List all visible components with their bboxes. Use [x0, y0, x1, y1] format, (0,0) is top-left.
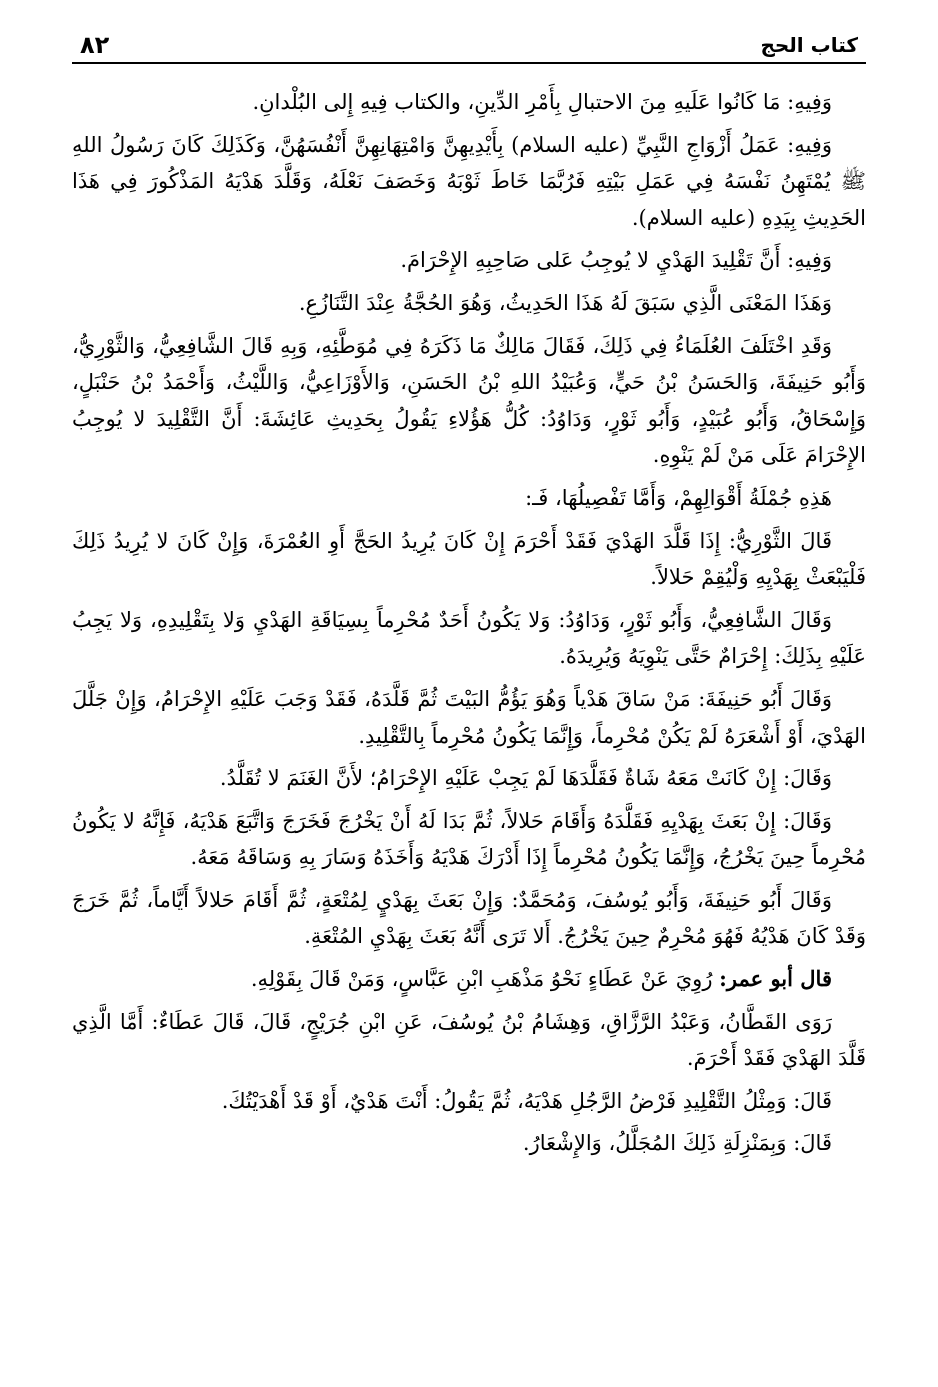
- paragraph-lead: قال أبو عمر:: [719, 966, 832, 992]
- paragraph: وَفِيهِ: أَنَّ تَقْلِيدَ الهَدْيِ لا يُوجِبُ عَلى صَاحِبِهِ الإِحْرَامَ.: [400, 248, 832, 273]
- book-title: كتاب الحج: [760, 30, 866, 60]
- paragraph: قَالَ: وَمِثْلُ التَّقْلِيدِ فَرْضُ الرَّجُلِ هَدْيَهُ، ثُمَّ يَقُولُ: أَنْتَ هَدْيٌ، أَوْ قَدْ أَهْدَيْتُكَ.: [221, 1088, 832, 1113]
- running-header: [72, 24, 866, 64]
- paragraph-text: رُوِيَ عَنْ عَطَاءٍ نَحْوُ مَذْهَبِ ابْنِ عَبَّاسٍ، وَمَنْ قَالَ بِقَوْلِهِ.: [250, 967, 720, 992]
- paragraph: وَقَالَ: إِنْ بَعَثَ بِهَدْيِهِ فَقَلَّدَهُ وَأَقَامَ حَلالاً، ثُمَّ بَدَا لَهُ أَنْ يَخْرُجَ فَخَرَجَ وَاتَّبَعَ هَدْيَهُ، فَإِنَّهُ لا يَكُونُ مُحْرِماً حِينَ يَخْرُجُ، وَإِنَّمَا يَكُونُ مُحْرِماً إِذَا أَدْرَكَ هَدْيَهُ وَأَخَذَهُ وَسَارَ بِهِ وَسَاقَهُ مَعَهُ.: [72, 808, 866, 870]
- paragraph: وَقَدِ اخْتَلَفَ العُلَمَاءُ فِي ذَلِكَ، فَقَالَ مَالِكٌ مَا ذَكَرَهُ فِي مُوَطَّئِهِ، وَبِهِ قَالَ الشَّافِعِيُّ، وَالثَّوْرِيُّ، وَأَبُو حَنِيفَةَ، وَالحَسَنُ بْنُ حَيٍّ، وَعُبَيْدُ اللهِ بْنُ الحَسَنِ، وَالأَوْزَاعِيُّ، وَاللَّيْثُ، وَأَحْمَدُ بْنُ حَنْبَلٍ، وَإِسْحَاقُ، وَأَبُو عُبَيْدٍ، وَأَبُو ثَوْرٍ، وَدَاوُدُ: كُلُّ هَؤُلاءِ يَقُولُ بِحَدِيثِ عَائِشَةَ: أَنَّ التَّقْلِيدَ لا يُوجِبُ الإِحْرَامَ عَلَى مَنْ لَمْ يَنْوِهِ.: [72, 333, 866, 468]
- paragraph: وَقَالَ أَبُو حَنِيفَةَ: مَنْ سَاقَ هَدْياً وَهُوَ يَؤُمُّ البَيْتَ ثُمَّ قَلَّدَهُ، فَقَدْ وَجَبَ عَلَيْهِ الإِحْرَامُ، وَإِنْ جَلَّلَ الهَدْيَ، أَوْ أَشْعَرَهُ لَمْ يَكُنْ مُحْرِماً، وَإِنَّمَا يَكُونُ مُحْرِماً بِالتَّقْلِيدِ.: [72, 686, 866, 748]
- paragraph: قَالَ الثَّوْرِيُّ: إِذَا قَلَّدَ الهَدْيَ فَقَدْ أَحْرَمَ إِنْ كَانَ يُرِيدُ الحَجَّ أَوِ العُمْرَةَ، وَإِنْ كَانَ لا يُرِيدُ ذَلِكَ فَلْيَبْعَثْ بِهَدْيِهِ وَلْيُقِمْ حَلالاً.: [72, 528, 866, 590]
- document-page: [72, 24, 866, 1364]
- paragraph: وَفِيهِ: عَمَلُ أَزْوَاجِ النَّبِيِّ (عليه السلام) بِأَيْدِيهِنَّ وَامْتِهَانِهِنَّ أَنْفُسَهُنَّ، وَكَذَلِكَ كَانَ رَسُولُ اللهِ ﷺ يُمْتَهِنُ نَفْسَهُ فِي عَمَلِ بَيْتِهِ فَرُبَّمَا خَاطَ ثَوْبَهُ وَخَصَفَ نَعْلَهُ، وَقَلَّدَ هَدْيَهُ المَذْكُورَ فِي هَذَا الحَدِيثِ بِيَدِهِ (عليه السلام).: [72, 132, 866, 230]
- paragraph: رَوَى القَطَّانُ، وَعَبْدُ الرَّزَّاقِ، وَهِشَامُ بْنُ يُوسُفَ، عَنِ ابْنِ جُرَيْجٍ، قَالَ، قَالَ عَطَاءٌ: أَمَّا الَّذِي قَلَّدَ الهَدْيَ فَقَدْ أَحْرَمَ.: [72, 1009, 866, 1071]
- paragraph: [72, 961, 866, 998]
- paragraph: هَذِهِ جُمْلَةُ أَقْوَالِهِمْ، وَأَمَّا تَفْصِيلُهَا، فَـ:: [525, 485, 832, 510]
- paragraph: وَهَذَا المَعْنَى الَّذِي سَبَقَ لَهُ هَذَا الحَدِيثُ، وَهُوَ الحُجَّةُ عِنْدَ التَّنَازُعِ.: [298, 290, 832, 315]
- paragraph: وَقَالَ الشَّافِعِيُّ، وَأَبُو ثَوْرٍ، وَدَاوُدُ: وَلا يَكُونُ أَحَدٌ مُحْرِماً بِسِيَاقَةِ الهَدْيِ وَلا بِتَقْلِيدِهِ، وَلا يَجِبُ عَلَيْهِ بِذَلِكَ: إِحْرَامٌ حَتَّى يَنْوِيَهُ وَيُرِيدَهُ.: [72, 607, 866, 669]
- page-number: ٨٢: [72, 30, 109, 60]
- paragraph: وَقَالَ: إِنْ كَانَتْ مَعَهُ شَاةٌ فَقَلَّدَهَا لَمْ يَجِبْ عَلَيْهِ الإِحْرَامُ؛ لأَنَّ الغَنَمَ لا تُقَلَّدُ.: [219, 766, 832, 791]
- paragraph: وَفِيهِ: مَا كَانُوا عَلَيهِ مِنَ الاحتبالِ بِأَمْرِ الدِّينِ، والكتاب فِيهِ إِلى البُلْدانِ.: [252, 90, 832, 114]
- body-text: [72, 84, 866, 1162]
- paragraph: وَقَالَ أَبُو حَنِيفَةَ، وَأَبُو يُوسُفَ، وَمُحَمَّدٌ: وَإِنْ بَعَثَ بِهَدْيٍ لِمُتْعَةٍ، ثُمَّ أَقَامَ حَلالاً أَيَّاماً، ثُمَّ خَرَجَ وَقَدْ كَانَ هَدْيُهُ فَهُوَ مُحْرِمٌ حِينَ يَخْرُجُ. أَلا تَرَى أَنَّهُ بَعَثَ بِهَدْيِ المُتْعَةِ.: [72, 887, 866, 949]
- paragraph: قَالَ: وَبِمَنْزِلَةِ ذَلِكَ المُجَلَّلُ، وَالإِشْعَارُ.: [522, 1131, 832, 1156]
